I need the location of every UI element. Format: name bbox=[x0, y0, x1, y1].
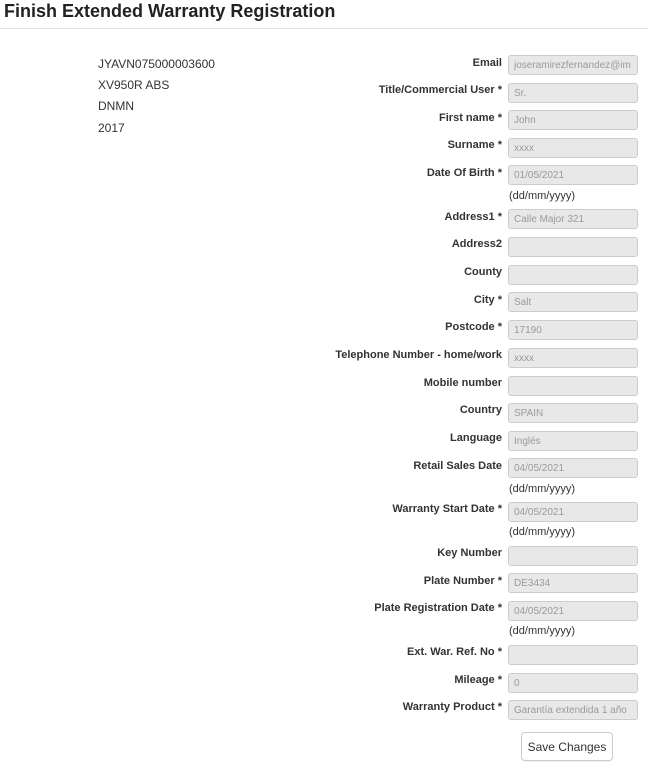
county-label: County bbox=[464, 266, 502, 278]
mobile-number-label: Mobile number bbox=[423, 377, 502, 389]
first-name-input[interactable] bbox=[508, 110, 638, 130]
warranty-product-input[interactable] bbox=[508, 700, 638, 720]
title-divider bbox=[0, 28, 648, 29]
city-input[interactable] bbox=[508, 292, 638, 312]
title-commercial-user-label: Title/Commercial User * bbox=[378, 84, 502, 96]
title-commercial-user-input[interactable] bbox=[508, 83, 638, 103]
info-value: DNMN bbox=[98, 99, 134, 113]
plate-registration-date-label: Plate Registration Date * bbox=[374, 602, 502, 614]
address1-input[interactable] bbox=[508, 209, 638, 229]
address2-label: Address2 bbox=[451, 238, 502, 250]
retail-sales-date-input[interactable] bbox=[508, 458, 638, 478]
warranty-start-date-format-hint: (dd/mm/yyyy) bbox=[509, 526, 575, 538]
address1-label: Address1 * bbox=[444, 211, 502, 223]
telephone-input[interactable] bbox=[508, 348, 638, 368]
plate-number-input[interactable] bbox=[508, 573, 638, 593]
retail-sales-date-label: Retail Sales Date bbox=[413, 460, 502, 472]
country-label: Country bbox=[459, 404, 502, 416]
language-input[interactable] bbox=[508, 431, 638, 451]
date-of-birth-label: Date Of Birth * bbox=[426, 167, 502, 179]
county-input[interactable] bbox=[508, 265, 638, 285]
retail-sales-date-format-hint: (dd/mm/yyyy) bbox=[509, 483, 575, 495]
email-input[interactable] bbox=[508, 55, 638, 75]
warranty-start-date-input[interactable] bbox=[508, 502, 638, 522]
info-value: 2017 bbox=[98, 121, 125, 135]
first-name-label: First name * bbox=[439, 112, 502, 124]
save-changes-button[interactable]: Save Changes bbox=[521, 732, 613, 761]
language-label: Language bbox=[450, 432, 502, 444]
date-of-birth-format-hint: (dd/mm/yyyy) bbox=[509, 190, 575, 202]
surname-input[interactable] bbox=[508, 138, 638, 158]
key-number-label: Key Number bbox=[437, 547, 502, 559]
plate-registration-date-input[interactable] bbox=[508, 601, 638, 621]
mileage-input[interactable] bbox=[508, 673, 638, 693]
email-label: Email bbox=[472, 57, 502, 69]
info-value: JYAVN075000003600 bbox=[98, 57, 215, 71]
warranty-start-date-label: Warranty Start Date * bbox=[392, 503, 502, 515]
warranty-product-label: Warranty Product * bbox=[402, 701, 502, 713]
plate-registration-date-format-hint: (dd/mm/yyyy) bbox=[509, 625, 575, 637]
ext-war-ref-no-label: Ext. War. Ref. No * bbox=[407, 646, 502, 658]
ext-war-ref-no-input[interactable] bbox=[508, 645, 638, 665]
postcode-input[interactable] bbox=[508, 320, 638, 340]
plate-number-label: Plate Number * bbox=[423, 575, 502, 587]
telephone-label: Telephone Number - home/work bbox=[335, 349, 502, 361]
mobile-number-input[interactable] bbox=[508, 376, 638, 396]
address2-input[interactable] bbox=[508, 237, 638, 257]
info-value: XV950R ABS bbox=[98, 78, 170, 92]
date-of-birth-input[interactable] bbox=[508, 165, 638, 185]
postcode-label: Postcode * bbox=[445, 321, 502, 333]
city-label: City * bbox=[473, 294, 502, 306]
page-title: Finish Extended Warranty Registration bbox=[4, 1, 336, 21]
country-input[interactable] bbox=[508, 403, 638, 423]
surname-label: Surname * bbox=[447, 139, 502, 151]
key-number-input[interactable] bbox=[508, 546, 638, 566]
mileage-label: Mileage * bbox=[454, 674, 502, 686]
